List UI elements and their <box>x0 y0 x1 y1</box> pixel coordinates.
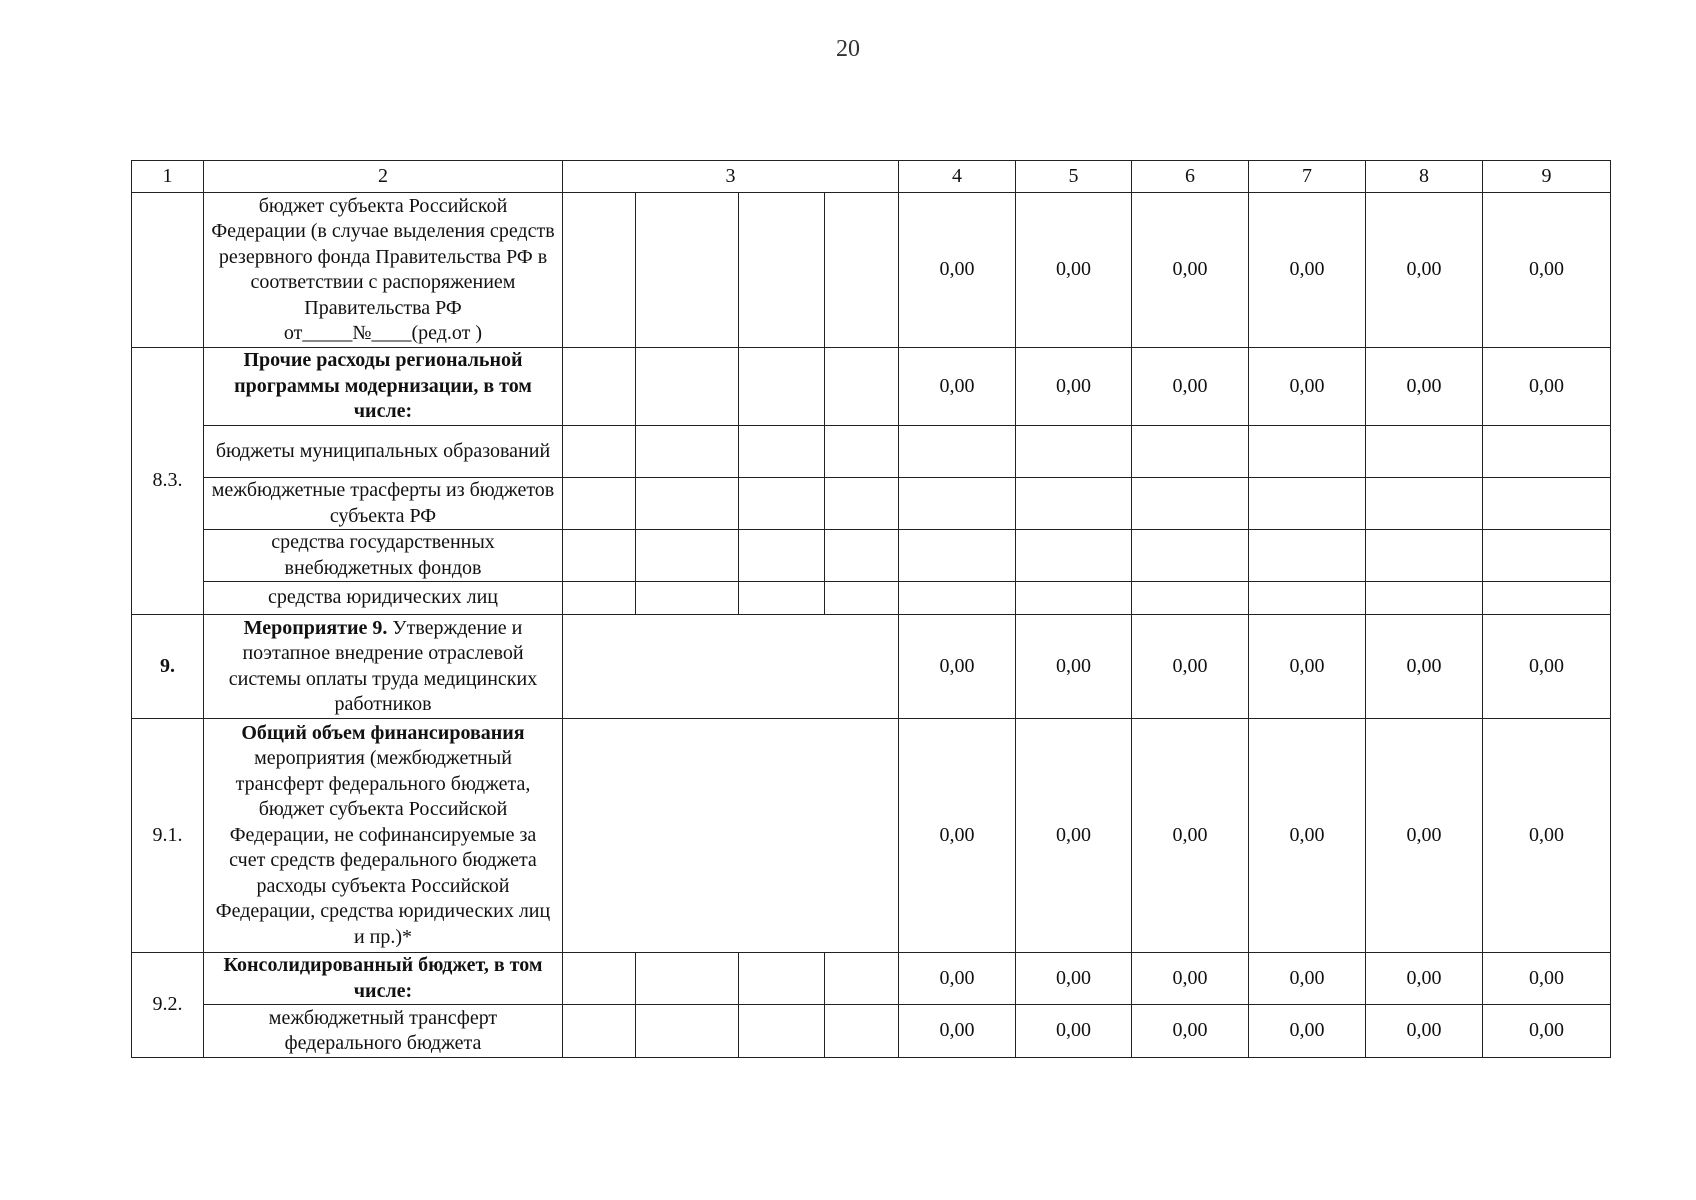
value-cell: 0,00 <box>899 1005 1016 1058</box>
empty-cell <box>899 426 1016 478</box>
empty-cell <box>563 348 636 426</box>
value-cell: 0,00 <box>1016 193 1132 348</box>
empty-cell <box>1483 530 1611 582</box>
row-description <box>204 719 563 953</box>
table-row <box>132 426 1611 478</box>
empty-cell <box>739 193 825 348</box>
empty-cell <box>636 1005 739 1058</box>
row-description <box>204 615 563 719</box>
row-description: бюджет субъекта Российской Федерации (в случае выделения средств резервного фонда Правительства РФ в соответствии с распоряжением Правительства РФ от_____№____(ред.от ) <box>204 193 563 348</box>
budget-table <box>131 160 1611 1058</box>
empty-cell <box>1366 478 1483 530</box>
value-cell: 0,00 <box>899 615 1016 719</box>
row-title-bold: Общий объем финансирования <box>241 721 525 744</box>
empty-cell <box>563 530 636 582</box>
empty-cell <box>739 426 825 478</box>
empty-cell <box>1016 582 1132 615</box>
empty-cell <box>636 530 739 582</box>
empty-cell <box>739 582 825 615</box>
empty-cell <box>563 582 636 615</box>
empty-cell <box>739 953 825 1005</box>
value-cell: 0,00 <box>1483 1005 1611 1058</box>
row-description: средства юридических лиц <box>204 582 563 615</box>
empty-cell <box>1249 530 1366 582</box>
row-description: Консолидированный бюджет, в том числе: <box>204 953 563 1005</box>
value-cell: 0,00 <box>1132 348 1249 426</box>
value-cell: 0,00 <box>1366 719 1483 953</box>
row-number-cell: 8.3. <box>132 348 204 615</box>
column-header: 9 <box>1483 161 1611 193</box>
empty-cell <box>563 953 636 1005</box>
empty-cell <box>1483 426 1611 478</box>
empty-cell <box>563 615 899 719</box>
row-description: бюджеты муниципальных образований <box>204 426 563 478</box>
value-cell: 0,00 <box>1483 348 1611 426</box>
empty-cell <box>636 348 739 426</box>
empty-cell <box>1016 478 1132 530</box>
value-cell: 0,00 <box>1483 193 1611 348</box>
empty-cell <box>825 193 899 348</box>
empty-cell <box>1249 478 1366 530</box>
column-header: 3 <box>563 161 899 193</box>
row-title-rest: мероприятия (межбюджетный трансферт федерального бюджета, бюджет субъекта Российской Федерации, не софинансируемые за счет средств федерального бюджета расходы субъекта Российской Федерации, средства юридических лиц и пр.)* <box>215 747 551 948</box>
empty-cell <box>1249 426 1366 478</box>
empty-cell <box>825 1005 899 1058</box>
row-description: межбюджетные трасферты из бюджетов субъекта РФ <box>204 478 563 530</box>
column-header: 1 <box>132 161 204 193</box>
empty-cell <box>825 348 899 426</box>
value-cell: 0,00 <box>1132 193 1249 348</box>
empty-cell <box>1132 478 1249 530</box>
value-cell: 0,00 <box>1366 953 1483 1005</box>
value-cell: 0,00 <box>1016 953 1132 1005</box>
row-description: межбюджетный трансферт федерального бюджета <box>204 1005 563 1058</box>
column-header: 5 <box>1016 161 1132 193</box>
empty-cell <box>1132 426 1249 478</box>
row-description: средства государственных внебюджетных фондов <box>204 530 563 582</box>
empty-cell <box>563 1005 636 1058</box>
value-cell: 0,00 <box>1366 615 1483 719</box>
value-cell: 0,00 <box>1132 615 1249 719</box>
value-cell: 0,00 <box>1016 719 1132 953</box>
empty-cell <box>636 193 739 348</box>
value-cell: 0,00 <box>1366 193 1483 348</box>
empty-cell <box>563 193 636 348</box>
column-header: 7 <box>1249 161 1366 193</box>
row-title-rest: Утверждение и поэтапное внедрение отраслевой системы оплаты труда медицинских работников <box>228 616 538 715</box>
empty-cell <box>739 1005 825 1058</box>
column-header: 8 <box>1366 161 1483 193</box>
value-cell: 0,00 <box>1249 953 1366 1005</box>
table-row <box>132 193 1611 348</box>
value-cell: 0,00 <box>1016 1005 1132 1058</box>
value-cell: 0,00 <box>899 719 1016 953</box>
empty-cell <box>739 348 825 426</box>
empty-cell <box>1366 582 1483 615</box>
value-cell: 0,00 <box>899 193 1016 348</box>
empty-cell <box>825 582 899 615</box>
value-cell: 0,00 <box>1483 719 1611 953</box>
empty-cell <box>825 478 899 530</box>
row-number-cell: 9. <box>132 615 204 719</box>
empty-cell <box>825 530 899 582</box>
empty-cell <box>899 530 1016 582</box>
empty-cell <box>1016 530 1132 582</box>
empty-cell <box>1132 582 1249 615</box>
empty-cell <box>1366 426 1483 478</box>
empty-cell <box>636 953 739 1005</box>
empty-cell <box>1016 426 1132 478</box>
table-row <box>132 953 1611 1005</box>
page-number: 20 <box>836 36 860 62</box>
empty-cell <box>1132 530 1249 582</box>
empty-cell <box>1483 478 1611 530</box>
empty-cell <box>1366 530 1483 582</box>
table-row <box>132 478 1611 530</box>
column-header: 2 <box>204 161 563 193</box>
empty-cell <box>899 582 1016 615</box>
empty-cell <box>825 953 899 1005</box>
table-row <box>132 582 1611 615</box>
empty-cell <box>739 530 825 582</box>
empty-cell <box>1483 582 1611 615</box>
value-cell: 0,00 <box>1132 953 1249 1005</box>
empty-cell <box>636 478 739 530</box>
row-number-cell: 9.1. <box>132 719 204 953</box>
row-number-cell <box>132 193 204 348</box>
table-row <box>132 1005 1611 1058</box>
column-header: 4 <box>899 161 1016 193</box>
value-cell: 0,00 <box>1016 348 1132 426</box>
empty-cell <box>636 426 739 478</box>
value-cell: 0,00 <box>1249 615 1366 719</box>
empty-cell <box>563 719 899 953</box>
value-cell: 0,00 <box>1366 1005 1483 1058</box>
value-cell: 0,00 <box>1483 953 1611 1005</box>
row-description: Прочие расходы региональной программы модернизации, в том числе: <box>204 348 563 426</box>
table-row <box>132 615 1611 719</box>
empty-cell <box>563 478 636 530</box>
value-cell: 0,00 <box>1366 348 1483 426</box>
empty-cell <box>563 426 636 478</box>
value-cell: 0,00 <box>1016 615 1132 719</box>
value-cell: 0,00 <box>1249 1005 1366 1058</box>
empty-cell <box>739 478 825 530</box>
table-row <box>132 719 1611 953</box>
empty-cell <box>1249 582 1366 615</box>
value-cell: 0,00 <box>899 348 1016 426</box>
header-row <box>132 161 1611 193</box>
value-cell: 0,00 <box>1249 193 1366 348</box>
value-cell: 0,00 <box>899 953 1016 1005</box>
table-row <box>132 348 1611 426</box>
empty-cell <box>899 478 1016 530</box>
empty-cell <box>825 426 899 478</box>
value-cell: 0,00 <box>1483 615 1611 719</box>
row-title-bold: Мероприятие 9. <box>243 616 388 639</box>
value-cell: 0,00 <box>1249 719 1366 953</box>
value-cell: 0,00 <box>1132 719 1249 953</box>
column-header: 6 <box>1132 161 1249 193</box>
value-cell: 0,00 <box>1132 1005 1249 1058</box>
value-cell: 0,00 <box>1249 348 1366 426</box>
row-number-cell: 9.2. <box>132 953 204 1058</box>
empty-cell <box>636 582 739 615</box>
table-row <box>132 530 1611 582</box>
